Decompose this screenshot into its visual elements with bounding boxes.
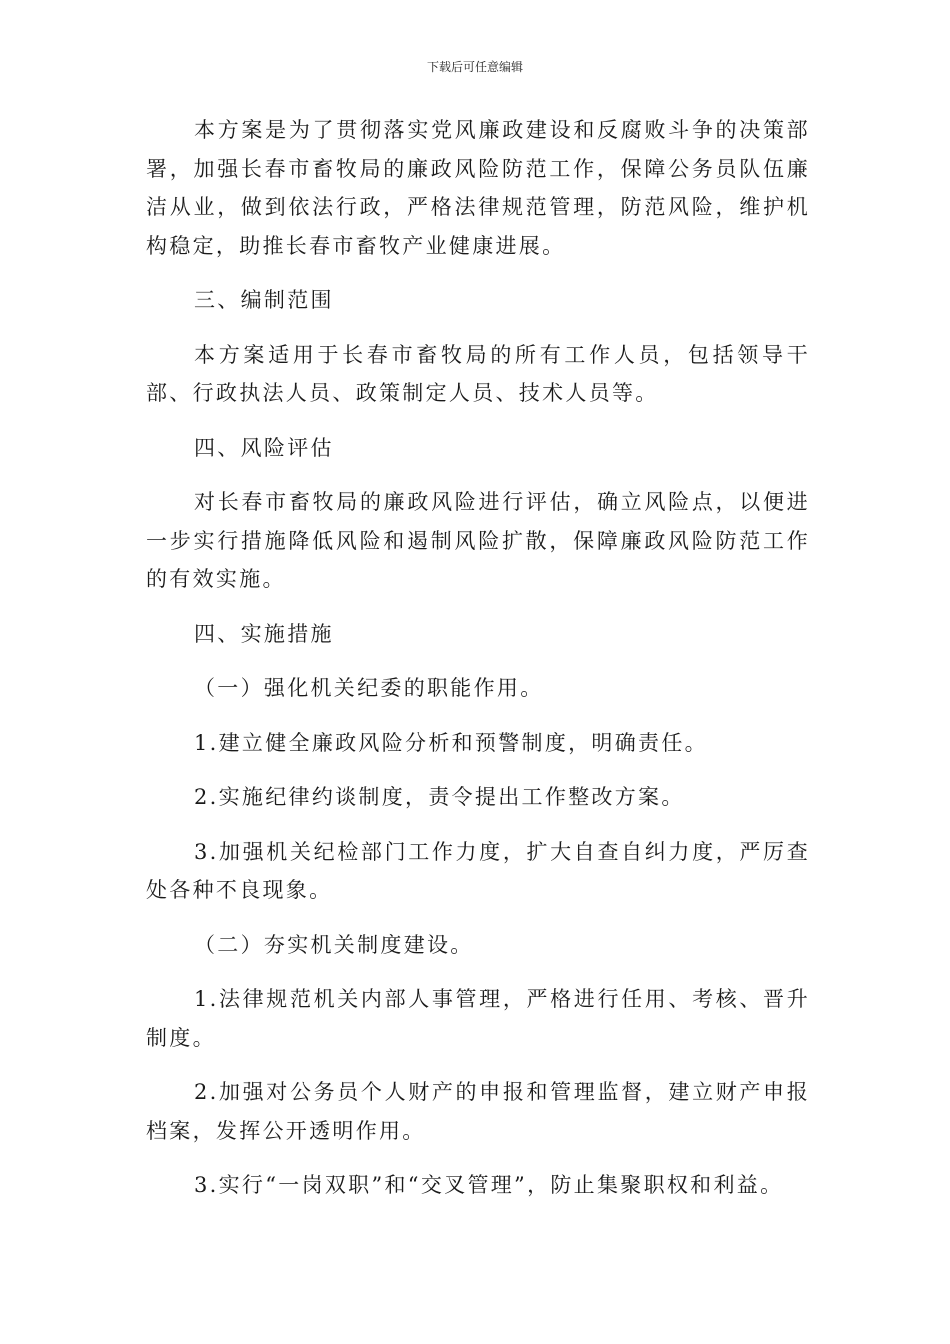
- document-body: [146, 111, 810, 1205]
- heading-scope: 三、编制范围: [194, 288, 334, 312]
- list-item: 3.加强机关纪检部门工作力度，扩大自查自纠力度，严厉查处各种不良现象。: [146, 839, 810, 902]
- subheading-measures-2: （二）夯实机关制度建设。: [194, 932, 474, 957]
- subheading-measures-1: （一）强化机关纪委的职能作用。: [194, 676, 544, 700]
- list-item: 1.法律规范机关内部人事管理，严格进行任用、考核、晋升制度。: [146, 987, 810, 1050]
- list-item: 1.建立健全廉政风险分析和预警制度，明确责任。: [194, 730, 708, 755]
- paragraph-purpose: 本方案是为了贯彻落实党风廉政建设和反腐败斗争的决策部署，加强长春市畜牧局的廉政风险防范工作，保障公务员队伍廉洁从业，做到依法行政，严格法律规范管理，防范风险，维护机构稳定，助推长春市畜牧产业健康进展。: [146, 118, 810, 258]
- heading-risk-assessment: 四、风险评估: [194, 435, 334, 460]
- heading-measures: 四、实施措施: [194, 621, 334, 646]
- list-item: 3.实行“一岗双职”和“交叉管理”，防止集聚职权和利益。: [194, 1173, 784, 1197]
- list-item: 2.实施纪律约谈制度，责令提出工作整改方案。: [194, 785, 685, 809]
- paragraph-risk-assessment: 对长春市畜牧局的廉政风险进行评估，确立风险点，以便进一步实行措施降低风险和遏制风险扩散，保障廉政风险防范工作的有效实施。: [146, 490, 810, 591]
- page-header: 下载后可任意编辑: [426, 60, 523, 74]
- paragraph-scope: 本方案适用于长春市畜牧局的所有工作人员，包括领导干部、行政执法人员、政策制定人员、技术人员等。: [146, 342, 810, 405]
- list-item: 2.加强对公务员个人财产的申报和管理监督，建立财产申报档案，发挥公开透明作用。: [146, 1080, 810, 1143]
